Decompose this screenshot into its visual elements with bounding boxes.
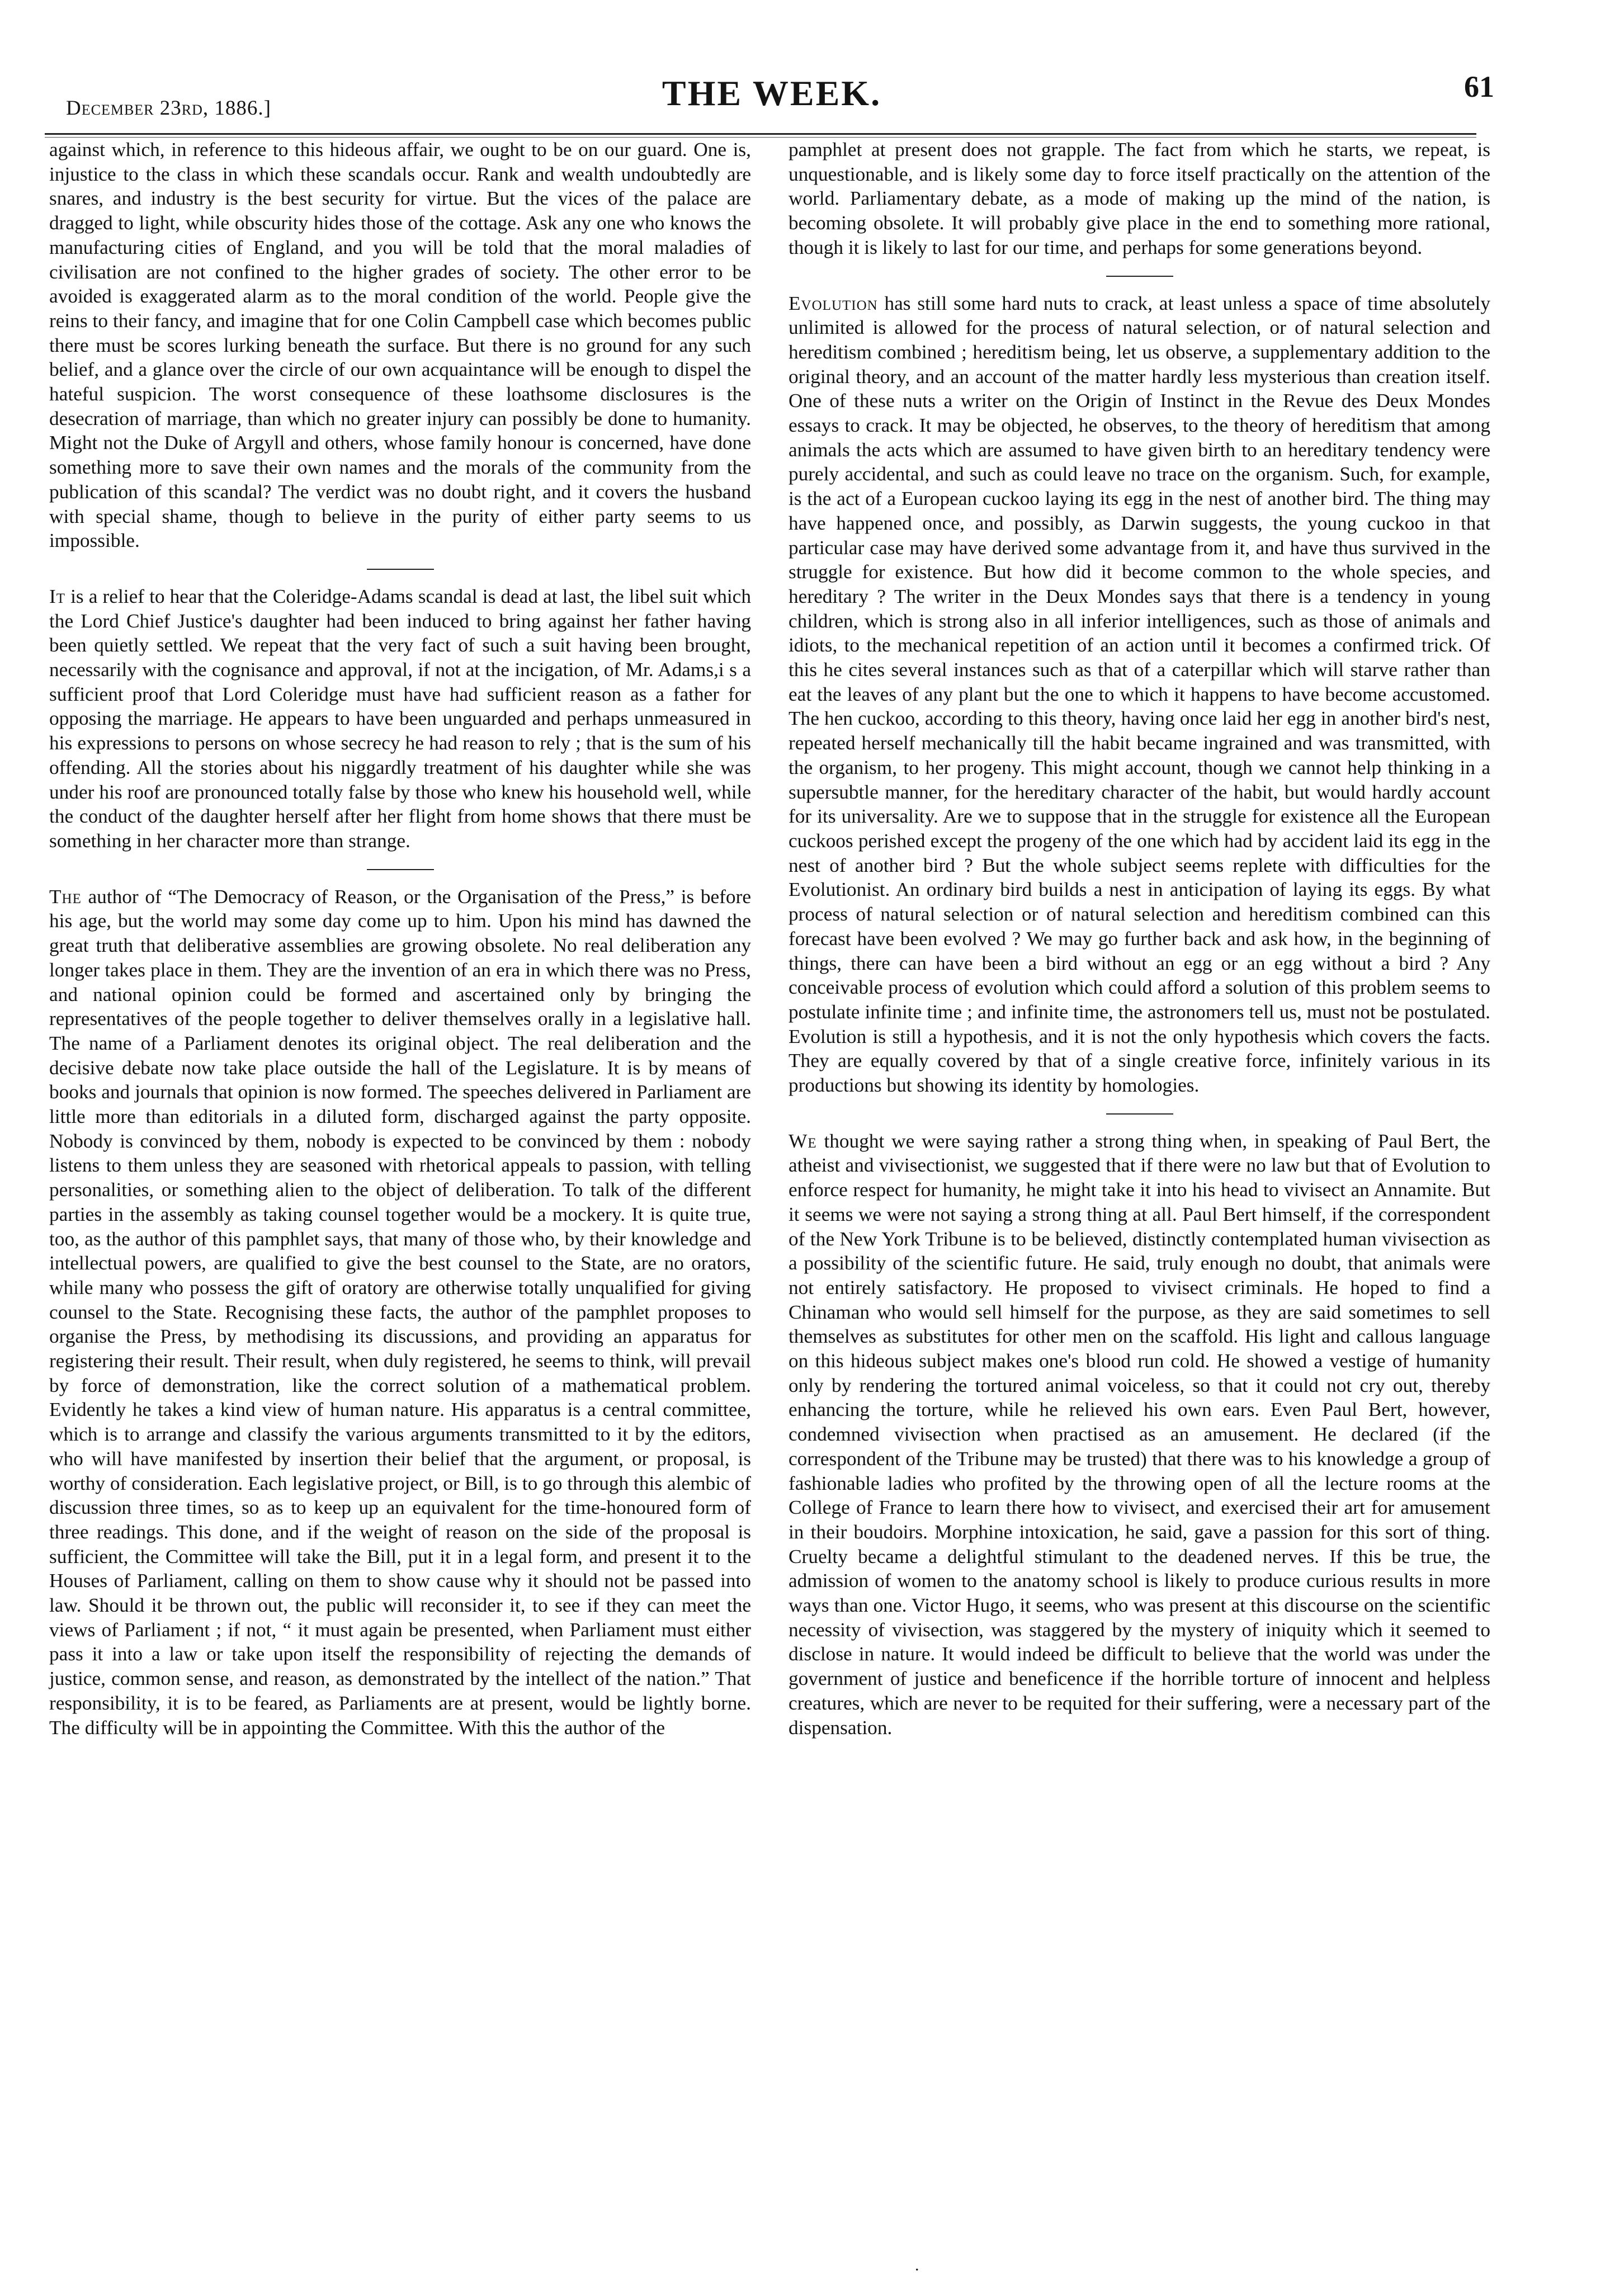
paragraph-text: thought we were saying rather a strong thing when, in speaking of Paul Bert, the atheist and vivisectionist, we suggested that if there were no law but that of Evolution to enforce respect for humanity, he might take it into his head to vivisect an Annamite. But it seems we were not saying a strong thing at all. Paul Bert himself, if the correspondent of the New York Tribune is to be believed, distinctly contemplated human vivisection as a possibility of the scientific future. He said, truly enough no doubt, that animals were not entirely satisfactory. He proposed to vivisect criminals. He hoped to find a Chinaman who would sell himself for the purpose, as they are said sometimes to sell themselves as substitutes for other men on the scaffold. His light and callous language on this hideous subject makes one's blood run cold. He showed a vestige of humanity only by rendering the tortured animal voiceless, so that it could not cry out, thereby enhancing the torture, while he relieved his own ears. Even Paul Bert, however, condemned vivisection when practised as an amusement. He declared (if the correspondent of the Tribune may be trusted) that there was to his knowledge a group of fashionable ladies who profited by the throwing open of all the lecture rooms at the College of France to learn there how to vivisect, and exercised their art for amusement in their boudoirs. Morphine intoxication, he said, gave a passion for this sort of thing. Cruelty became a delightful stimulant to the deadened nerves. If this be true, the admission of women to the anatomy school is likely to produce curious results in more ways than one. Victor Hugo, it seems, who was present at this discourse on the scientific necessity of vivisection, was staggered by the mystery of iniquity which it seemed to disclose in nature. It would indeed be difficult to believe that the world was under the government of justice and beneficence if the horrible torture of innocent and helpless creatures, which are never to be requited for their suffering, were a necessary part of the dispensation. [789, 1130, 1490, 1739]
paragraph-text: has still some hard nuts to crack, at least unless a space of time absolutely unlimited is allowed for the process of natural selection, or of natural selection and hereditism combined ; hereditism being, let us observe, a supplementary addition to the original theory, and an account of the matter hardly less mysterious than creation itself. One of these nuts a writer on the Origin of Instinct in the Revue des Deux Mondes essays to crack. It may be objected, he observes, to the theory of hereditism that among animals the acts which are assumed to have given birth to an hereditary tendency were purely accidental, and such as could leave no trace on the organism. Such, for example, is the act of a European cuckoo laying its egg in the nest of another bird. The thing may have happened once, and possibly, as Darwin suggests, the young cuckoo in that particular case may have derived some advantage from it, and have thus survived in the struggle for existence. But how did it become common to the whole species, and hereditary ? The writer in the Deux Mondes says that there is a tendency in young children, which is strong also in all inferior intelligences, such as those of animals and idiots, to the mechanical repetition of an action until it becomes a confirmed trick. Of this he cites several instances such as that of a caterpillar which will starve rather than eat the leaves of any plant but the one to which it happens to have become accustomed. The hen cuckoo, according to this theory, having once laid her egg in another bird's nest, repeated herself mechanically till the habit became ingrained and was transmitted, with the organism, to her progeny. This might account, though we cannot help thinking in a supersubtle manner, for the hereditary character of the habit, but would hardly account for its universality. Are we to suppose that in the struggle for existence all the European cuckoos perished except the progeny of the one which had by accident laid its egg in the nest of another bird ? But the whole subject seems replete with difficulties for the Evolutionist. An ordinary bird builds a nest in anticipation of laying its eggs. By what process of natural selection or of natural selection and hereditism combined can this forecast have been evolved ? We may go further back and ask how, in the beginning of things, there can have been a bird without an egg or an egg without a bird ? Any conceivable process of evolution which could afford a solution of this problem seems to postulate infinite time ; and infinite time, the astronomers tell us, must not be postulated. Evolution is still a hypothesis, and it is not the only hypothesis which covers the facts. They are equally covered by that of a single creative force, infinitely various in its productions but showing its identity by homologies. [789, 292, 1490, 1097]
section-separator [367, 869, 434, 870]
issue-date: December 23rd, 1886.] [66, 97, 271, 120]
right-column [789, 138, 1490, 1740]
article-paragraph [789, 291, 1490, 1098]
paragraph-text: is a relief to hear that the Coleridge-Adams scandal is dead at last, the libel suit which the Lord Chief Justice's daughter had been induced to bring against her father having been quietly settled. We repeat that the very fact of such a suit having been brought, necessarily with the cognisance and approval, if not at the incigation, of Mr. Adams,i s a sufficient proof that Lord Coleridge must have had sufficient reason as a father for opposing the marriage. He appears to have been unguarded and perhaps unmeasured in his expressions to persons on whose secrecy he had reason to rely ; that is the sum of his offending. All the stories about his niggardly treatment of his daughter while she was under his roof are pronounced totally false by those who knew his household well, while the conduct of the daughter herself after her flight from home shows that there must be something in her character more than strange. [49, 585, 751, 852]
section-separator [367, 569, 434, 570]
publication-title: THE WEEK. [662, 73, 882, 113]
paragraph-text: pamphlet at present does not grapple. The fact from which he starts, we repeat, is unquestionable, and is likely some day to force itself practically on the attention of the world. Parliamentary debate, as a mode of making up the mind of the nation, is becoming obsolete. It will probably give place in the end to something more rational, though it is likely to last for our time, and perhaps for some generations beyond. [789, 139, 1490, 258]
article-paragraph [789, 1129, 1490, 1740]
paragraph-lead-word: It [49, 585, 66, 607]
article-paragraph [49, 584, 751, 853]
paragraph-lead-word: We [789, 1130, 817, 1152]
footer-mark: . [915, 2256, 919, 2274]
section-separator [1106, 1113, 1173, 1115]
article-paragraph [789, 138, 1490, 260]
section-separator [1106, 276, 1173, 277]
article-paragraph [49, 885, 751, 1740]
header-rule [45, 133, 1476, 135]
paragraph-text: author of “The Democracy of Reason, or the Organisation of the Press,” is before his age, but the world may some day come up to him. Upon his mind has dawned the great truth that deliberative assemblies are growing obsolete. No real deliberation any longer takes place in them. They are the invention of an era in which there was no Press, and national opinion could be formed and ascertained only by bringing the representatives of the people together to deliver themselves orally in a legislative hall. The name of a Parliament denotes its original object. The real deliberation and the decisive debate now take place outside the hall of the Legislature. It is by means of books and journals that opinion is now formed. The speeches delivered in Parliament are little more than editorials in a diluted form, discharged against the party opposite. Nobody is convinced by them, nobody is expected to be convinced by them : nobody listens to them unless they are seasoned with rhetorical appeals to passion, with telling personalities, or something alien to the object of deliberation. To talk of the different parties in the assembly as taking counsel together would be a mockery. It is quite true, too, as the author of this pamphlet says, that many of those who, by their knowledge and intellectual powers, are qualified to give the best counsel to the State, are no orators, while many who possess the gift of oratory are otherwise totally unqualified for giving counsel to the State. Recognising these facts, the author of the pamphlet proposes to organise the Press, by methodising its discussions, and providing an apparatus for registering their result. Their result, when duly registered, he seems to think, will prevail by force of demonstration, like the correct solution of a mathematical problem. Evidently he takes a kind view of human nature. His apparatus is a central committee, which is to arrange and classify the various arguments transmitted to it by the editors, who will have manifested by insertion their belief that the argument, or proposal, is worthy of consideration. Each legislative project, or Bill, is to go through this alembic of discussion three times, so as to keep up an equivalent for the time-honoured form of three readings. This done, and if the weight of reason on the side of the proposal is sufficient, the Committee will take the Bill, put it in a legal form, and present it to the Houses of Parliament, calling on them to show cause why it should not be passed into law. Should it be thrown out, the public will reconsider it, to see if they can meet the views of Parliament ; if not, “ it must again be presented, when Parliament must either pass it into a law or take upon itself the responsibility of rejecting the demands of justice, common sense, and reason, as demonstrated by the intellect of the nation.” That responsibility, it is to be feared, as Parliaments are at present, would be lightly borne. The difficulty will be in appointing the Committee. With this the author of the [49, 885, 751, 1739]
page-number: 61 [1464, 70, 1494, 103]
article-paragraph [49, 138, 751, 553]
paragraph-lead-word: The [49, 885, 82, 908]
left-column [49, 138, 751, 1740]
page-header [45, 56, 1499, 145]
paragraph-lead-word: Evolution [789, 292, 878, 314]
paragraph-text: against which, in reference to this hideous affair, we ought to be on our guard. One is, injustice to the class in which these scandals occur. Rank and wealth undoubtedly are snares, and industry is the best security for virtue. But the vices of the palace are dragged to light, while obscurity hides those of the cottage. Ask any one who knows the manufacturing cities of England, and you will be told that the moral maladies of civilisation are not confined to the higher grades of society. The other error to be avoided is exaggerated alarm as to the moral condition of the world. People give the reins to their fancy, and imagine that for one Colin Campbell case which becomes public there must be scores lurking beneath the surface. But there is no ground for any such belief, and a glance over the circle of our own acquaintance will be enough to dispel the hateful suspicion. The worst consequence of these loathsome disclosures is the desecration of marriage, than which no greater injury can possibly be done to humanity. Might not the Duke of Argyll and others, whose family honour is concerned, have done something more to save their own names and the morals of the community from the publication of this scandal? The verdict was no doubt right, and it covers the husband with special shame, though to believe in the purity of either party seems to us impossible. [49, 139, 751, 552]
